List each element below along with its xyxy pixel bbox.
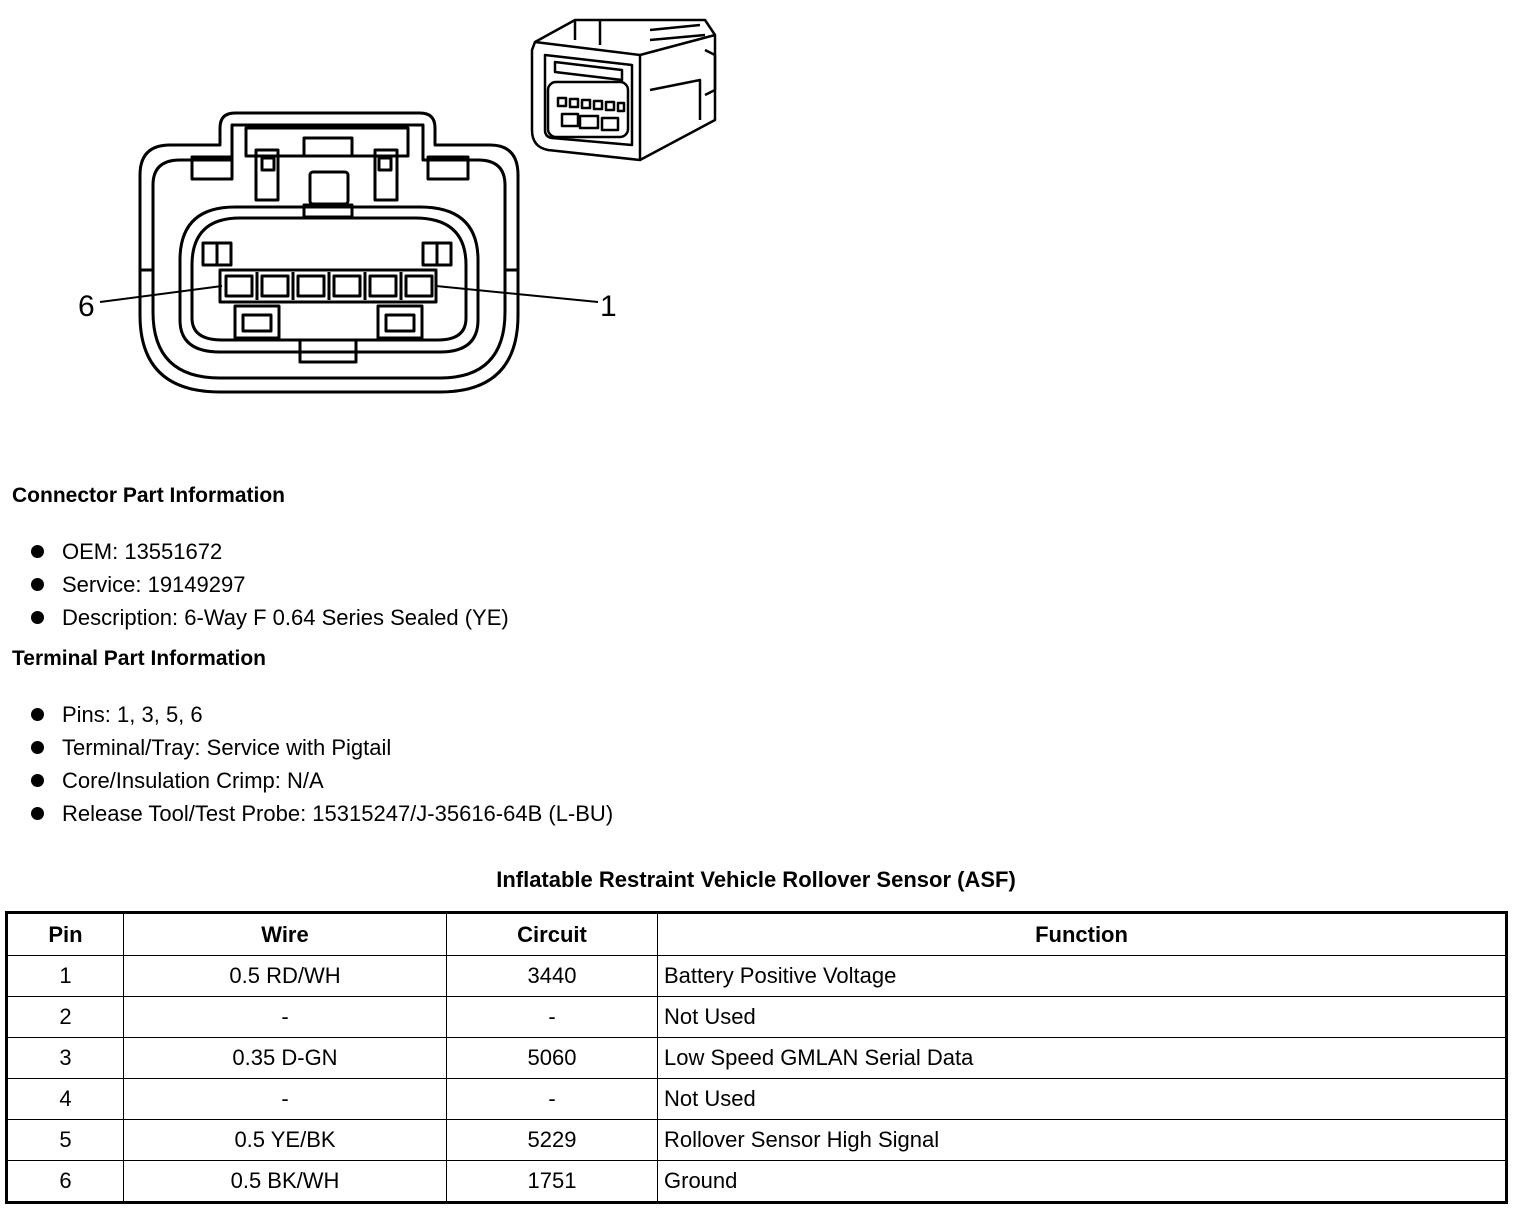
pin-1-label: 1 (600, 290, 617, 323)
cell-wire: - (124, 997, 447, 1038)
cell-function: Not Used (658, 997, 1507, 1038)
cell-wire: 0.5 YE/BK (124, 1120, 447, 1161)
list-item: Release Tool/Test Probe: 15315247/J-35616-64B (L-BU) (0, 797, 613, 830)
table-row (7, 1079, 1507, 1120)
connector-isometric-view (532, 20, 715, 160)
cell-pin: 6 (7, 1161, 124, 1203)
table-row (7, 1161, 1507, 1203)
header-circuit: Circuit (447, 913, 658, 956)
cell-wire: 0.5 RD/WH (124, 956, 447, 997)
cell-function: Battery Positive Voltage (658, 956, 1507, 997)
cell-pin: 1 (7, 956, 124, 997)
cell-pin: 5 (7, 1120, 124, 1161)
cell-pin: 3 (7, 1038, 124, 1079)
pinout-table (5, 911, 1508, 1204)
table-title: Inflatable Restraint Vehicle Rollover Sensor (ASF) (496, 867, 1016, 892)
table-row (7, 1120, 1507, 1161)
table-row (7, 956, 1507, 997)
list-item: Core/Insulation Crimp: N/A (0, 764, 613, 797)
cell-wire: 0.35 D-GN (124, 1038, 447, 1079)
list-item: Terminal/Tray: Service with Pigtail (0, 731, 613, 764)
table-row (7, 1038, 1507, 1079)
cell-function: Ground (658, 1161, 1507, 1203)
connector-part-list (0, 535, 509, 634)
terminal-part-heading: Terminal Part Information (12, 647, 266, 670)
list-item: Description: 6-Way F 0.64 Series Sealed (YE) (0, 601, 509, 634)
cell-pin: 2 (7, 997, 124, 1038)
cell-function: Low Speed GMLAN Serial Data (658, 1038, 1507, 1079)
list-item: OEM: 13551672 (0, 535, 509, 568)
connector-part-heading: Connector Part Information (12, 484, 286, 507)
cell-wire: 0.5 BK/WH (124, 1161, 447, 1203)
connector-diagram (0, 0, 760, 420)
header-function: Function (658, 913, 1507, 956)
cell-circuit: 3440 (447, 956, 658, 997)
table-row (7, 997, 1507, 1038)
list-item: Service: 19149297 (0, 568, 509, 601)
cell-circuit: 1751 (447, 1161, 658, 1203)
cell-function: Rollover Sensor High Signal (658, 1120, 1507, 1161)
list-item: Pins: 1, 3, 5, 6 (0, 698, 613, 731)
terminal-part-list (0, 698, 613, 830)
cell-circuit: 5229 (447, 1120, 658, 1161)
cell-pin: 4 (7, 1079, 124, 1120)
cell-circuit: 5060 (447, 1038, 658, 1079)
cell-wire: - (124, 1079, 447, 1120)
cell-circuit: - (447, 1079, 658, 1120)
pin-6-label: 6 (78, 290, 95, 323)
header-wire: Wire (124, 913, 447, 956)
cell-function: Not Used (658, 1079, 1507, 1120)
table-header-row (7, 913, 1507, 956)
leader-line-pin-6 (100, 286, 222, 302)
header-pin: Pin (7, 913, 124, 956)
cell-circuit: - (447, 997, 658, 1038)
